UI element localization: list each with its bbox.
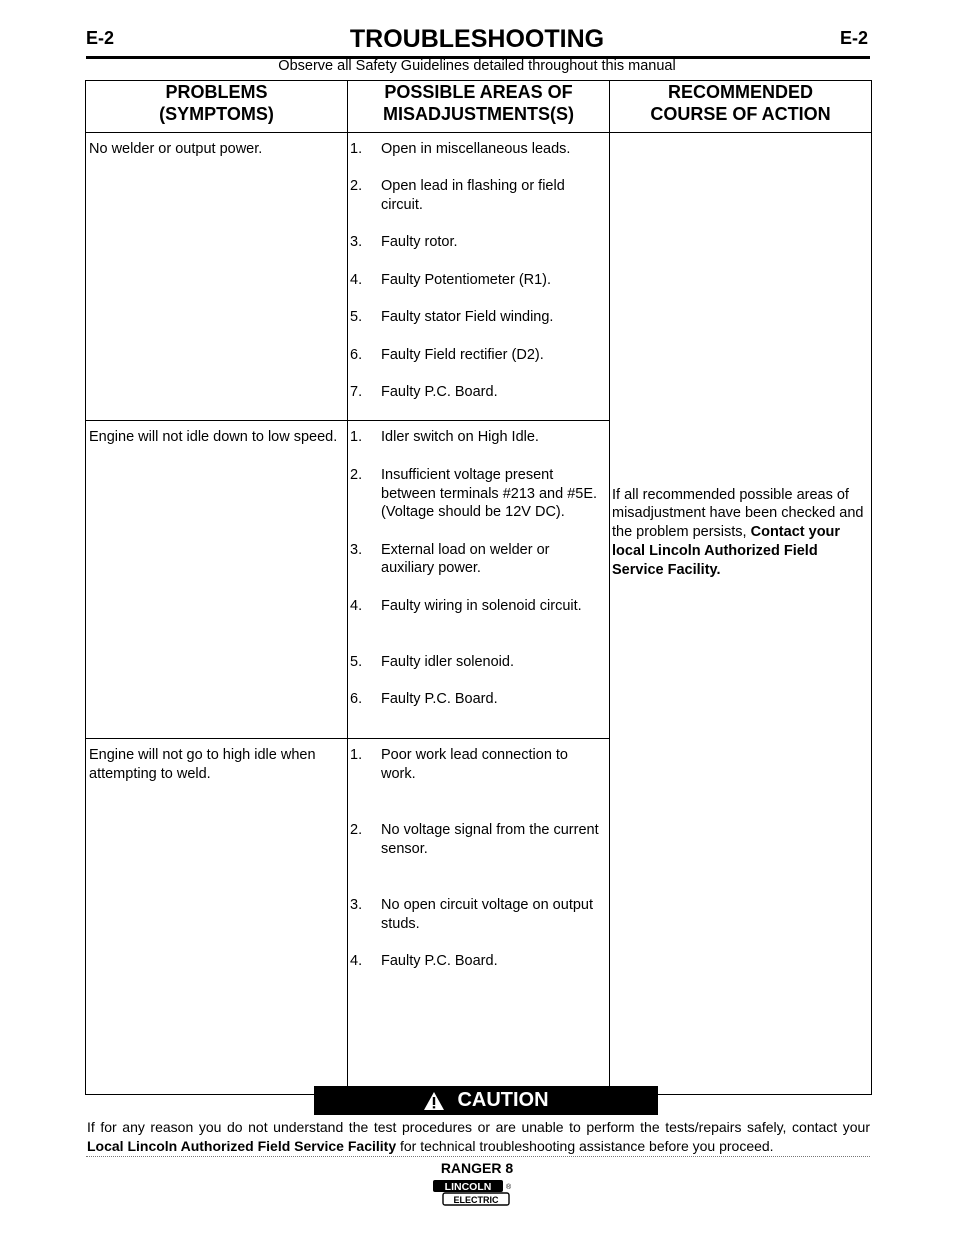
caution-banner [314, 1086, 658, 1115]
caution-text-after: for technical troubleshooting assistance before you proceed. [396, 1137, 774, 1154]
item-number: 1. [350, 747, 363, 764]
item-text: Faulty stator Field winding. [381, 309, 554, 326]
causes-cell [348, 421, 610, 739]
list-item [350, 597, 605, 616]
logo-bottom-text: ELECTRIC [453, 1195, 499, 1205]
item-text: Insufficient voltage present between terminals #213 and #5E. (Voltage should be 12V DC). [381, 466, 598, 521]
header-action-line1: RECOMMENDED [667, 82, 813, 102]
item-number: 3. [350, 541, 363, 558]
lincoln-electric-logo [432, 1178, 512, 1213]
item-text: No voltage signal from the current sensor. [381, 822, 599, 857]
item-number: 6. [350, 691, 363, 708]
caution-text-bold: Local Lincoln Authorized Field Service Facility [87, 1137, 397, 1154]
list-item [350, 821, 605, 858]
causes-cell [348, 739, 610, 1095]
symptom-cell: No welder or output power. [86, 133, 348, 421]
model-name: RANGER 8 [440, 1160, 514, 1176]
item-number: 1. [350, 429, 363, 446]
table-header-row [86, 81, 872, 133]
page-title: TROUBLESHOOTING [349, 25, 605, 53]
item-number: 1. [350, 141, 363, 157]
item-text: Faulty P.C. Board. [381, 953, 498, 970]
header-areas-line1: POSSIBLE AREAS OF [384, 82, 573, 102]
logo-top-text: LINCOLN [444, 1181, 492, 1193]
list-item [350, 140, 605, 159]
list-item [350, 690, 605, 709]
item-text: Faulty wiring in solenoid circuit. [381, 597, 582, 614]
action-text-bold: Contact your local Lincoln Authorized Field Service Facility. [612, 524, 841, 578]
table-row [86, 133, 872, 421]
list-item [350, 383, 605, 402]
causes-cell [348, 133, 610, 421]
caution-note [87, 1118, 870, 1155]
item-number: 2. [350, 822, 363, 839]
troubleshooting-table [85, 80, 872, 1095]
warning-triangle-icon [423, 1091, 445, 1111]
item-text: Faulty P.C. Board. [381, 691, 498, 708]
list-item [350, 428, 605, 447]
item-text: External load on welder or auxiliary power. [381, 541, 550, 577]
item-number: 4. [350, 953, 363, 970]
action-cell [610, 133, 872, 1095]
item-number: 5. [350, 653, 363, 670]
header-problems [86, 81, 348, 133]
list-item [350, 746, 605, 783]
item-number: 5. [350, 309, 363, 326]
list-item [350, 952, 605, 971]
logo-registered-mark: ® [506, 1184, 512, 1191]
list-item [350, 653, 605, 672]
list-item [350, 346, 605, 365]
header-action [610, 81, 872, 133]
caution-text-before: If for any reason you do not understand the test procedures or are unable to perform the tests/repairs safely, contact your [87, 1119, 870, 1135]
caution-label: CAUTION [457, 1089, 549, 1111]
list-item [350, 233, 605, 252]
page-code-right: E-2 [840, 28, 869, 48]
item-number: 2. [350, 466, 363, 483]
list-item [350, 271, 605, 290]
item-number: 2. [350, 178, 363, 195]
item-number: 4. [350, 271, 363, 288]
action-text [612, 486, 869, 580]
item-text: Faulty Field rectifier (D2). [381, 346, 544, 363]
symptom-cell: Engine will not go to high idle when attempting to weld. [86, 739, 348, 1095]
list-item [350, 896, 605, 933]
header-action-line2: COURSE OF ACTION [650, 104, 831, 124]
item-text: No open circuit voltage on output studs. [381, 897, 593, 932]
item-text: Faulty idler solenoid. [381, 653, 514, 670]
page-code-left: E-2 [86, 28, 115, 48]
item-number: 3. [350, 897, 363, 914]
list-item [350, 466, 605, 522]
list-item [350, 308, 605, 327]
header-problems-line2: (SYMPTOMS) [159, 104, 274, 124]
action-text-plain: If all recommended possible areas of misadjustment have been checked and the problem persists, [612, 486, 864, 541]
header-areas [348, 81, 610, 133]
list-item [350, 177, 605, 214]
header-problems-line1: PROBLEMS [165, 82, 268, 102]
item-text: Faulty Potentiometer (R1). [381, 271, 552, 288]
item-text: Idler switch on High Idle. [381, 429, 539, 446]
item-number: 3. [350, 234, 363, 251]
header-areas-line2: MISADJUSTMENTS(S) [382, 104, 574, 124]
item-number: 4. [350, 597, 363, 614]
item-text: Open lead in flashing or field circuit. [381, 178, 565, 214]
item-number: 6. [350, 346, 363, 363]
footer-divider [86, 1156, 870, 1157]
item-text: Faulty rotor. [381, 234, 458, 251]
item-text: Poor work lead connection to work. [381, 747, 568, 783]
item-text: Open in miscellaneous leads. [381, 141, 571, 157]
list-item [350, 541, 605, 578]
item-number: 7. [350, 384, 363, 401]
safety-note: Observe all Safety Guidelines detailed throughout this manual [278, 58, 676, 74]
symptom-cell: Engine will not idle down to low speed. [86, 421, 348, 739]
item-text: Faulty P.C. Board. [381, 384, 498, 401]
